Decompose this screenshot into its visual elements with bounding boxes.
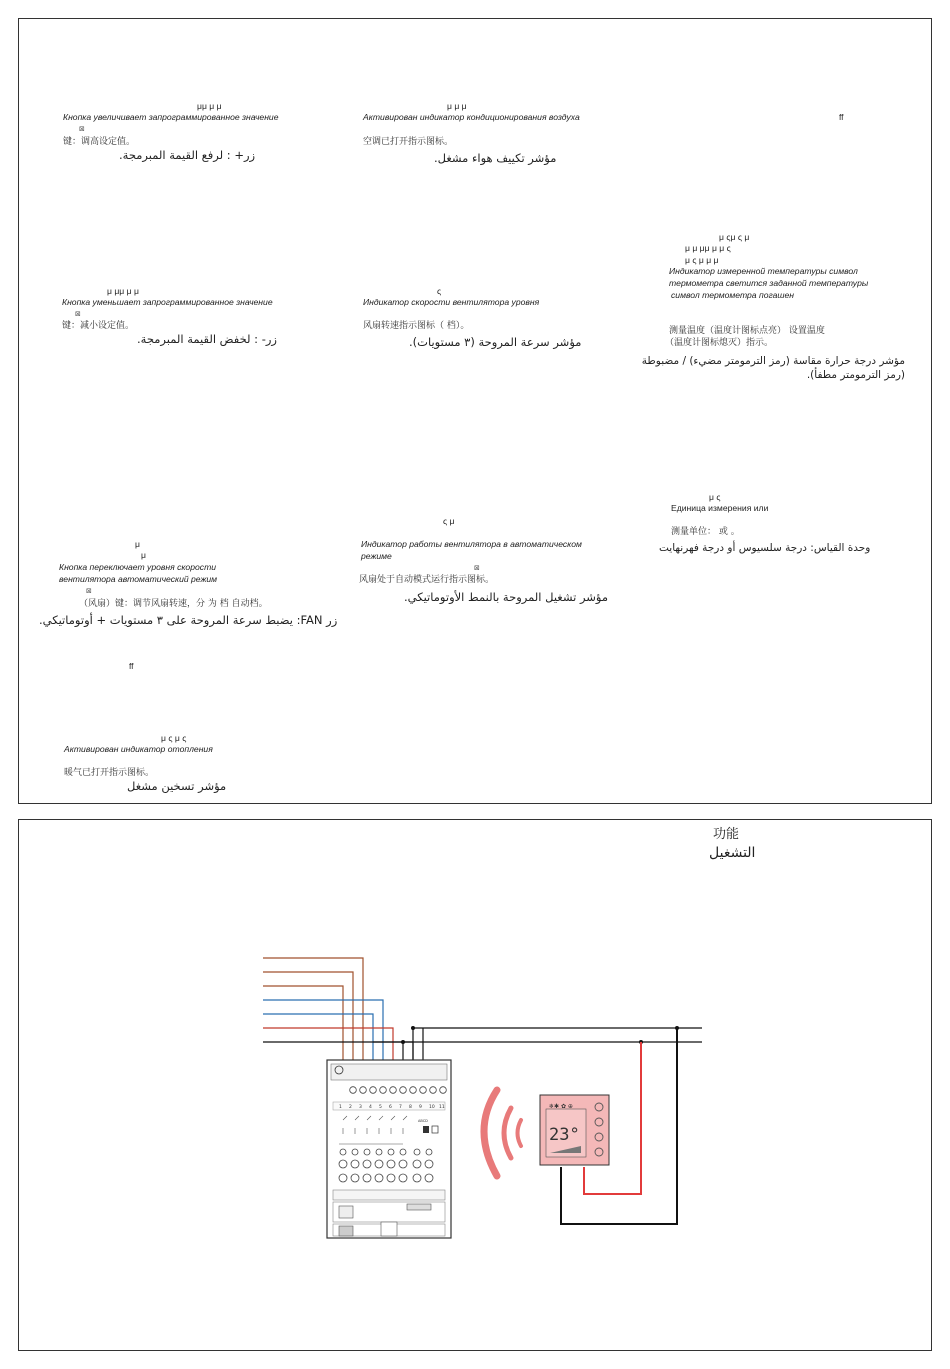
fan-key-symbol-1: μ (135, 539, 140, 549)
ac-symbols: μ μ μ (447, 101, 467, 111)
wire-blue-2 (263, 1014, 373, 1065)
heating-symbols: μ ς μ ς (161, 733, 187, 743)
terminal-number: 4 (369, 1105, 372, 1110)
terminal-number: 3 (359, 1105, 362, 1110)
unit-ar: وحدة القياس: درجة سلسيوس أو درجة فهرنهايت (659, 542, 871, 554)
wire-blue-1 (263, 1000, 383, 1065)
fan-speed-symbol: ς (437, 286, 442, 296)
wire-brown-1 (263, 958, 363, 1065)
ac-ru: Активирован индикатор кондиционирования воздуха (363, 112, 580, 122)
fan-key-ru-2: вентилятора автоматический режим (59, 574, 218, 584)
fan-key-ar: زر FAN: يضبط سرعة المروحة على ٣ مستويات + أوتوماتيكي. (39, 613, 338, 627)
temp-ru-2: термометра светится заданной температуры (669, 278, 869, 288)
fan-auto-ru-1: Индикатор работы вентилятора в автоматическом (361, 539, 582, 549)
temp-symbols-2: μ μ μμ μ μ ς (685, 243, 731, 253)
ac-cn: 空调已打开指示图标。 (363, 137, 454, 147)
wireless-signal-icon (484, 1090, 521, 1176)
wire-brown-3 (263, 986, 343, 1065)
fan-key-box: ⊠ (86, 587, 92, 595)
thermostat-icons: ❄✱ ✿ ⊕ (549, 1103, 573, 1110)
heating-ff: ff (129, 661, 134, 671)
thermostat-device (540, 1095, 609, 1165)
terminal-number: 8 (409, 1105, 412, 1110)
terminal-number: 10 (429, 1105, 435, 1110)
temp-symbols-3: μ ς μ μ μ (685, 255, 719, 265)
fan-auto-ru-2: режиме (361, 551, 392, 561)
unit-ru: Единица измерения или (671, 503, 769, 513)
decrease-ru: Кнопка уменьшает запрограммированное значение (62, 297, 273, 307)
junction-2 (401, 1040, 405, 1044)
temp-ru-3: символ термометра погашен (671, 290, 795, 300)
terminal-number: 9 (419, 1105, 422, 1110)
fan-auto-ar: مؤشر تشغيل المروحة بالنمط الأوتوماتيكي. (404, 590, 609, 604)
terminal-number: 5 (379, 1105, 382, 1110)
thermostat-temperature: 23° (549, 1125, 580, 1145)
ac-ar: مؤشر تكييف هواء مشغل. (434, 151, 557, 165)
svg-text:ABCD: ABCD (418, 1119, 428, 1123)
wiring-diagram (19, 820, 931, 1350)
increase-ar: زر+ : لرفع القيمة المبرمجة. (119, 148, 256, 162)
terminal-number: 11 (439, 1105, 445, 1110)
function-title-cn: 功能 (713, 827, 740, 842)
fan-auto-cn: 风扇处于自动模式运行指示图标。 (359, 575, 495, 585)
unit-cn: 测量单位： 或 。 (671, 527, 740, 537)
temp-ru-1: Индикатор измеренной температуры символ (669, 266, 858, 276)
terminal-number: 2 (349, 1105, 352, 1110)
controller-device (327, 1060, 451, 1238)
terminal-number: 7 (399, 1105, 402, 1110)
unit-symbols: μ ς (709, 492, 721, 502)
increase-cn: 键：调高设定值。 (63, 137, 136, 147)
top-panel (18, 18, 932, 804)
fan-key-ru-1: Кнопка переключает уровня скорости (59, 562, 217, 572)
increase-symbols: μμ μ μ (197, 101, 222, 111)
fan-key-symbol-2: μ (141, 550, 146, 560)
bottom-panel (18, 819, 932, 1351)
decrease-ar: زر- : لخفض القيمة المبرمجة. (137, 332, 277, 346)
fan-key-cn: （风扇）键：调节风扇转速，分 为 档 自动档。 (79, 599, 268, 609)
fan-speed-ar: مؤشر سرعة المروحة (٣ مستويات). (409, 335, 582, 349)
terminal-number: 6 (389, 1105, 392, 1110)
heating-ru: Активирован индикатор отопления (64, 744, 213, 754)
temp-ff: ff (839, 112, 844, 122)
increase-ru: Кнопка увеличивает запрограммированное значение (63, 112, 279, 122)
heating-ar: مؤشر تسخين مشغل (127, 779, 227, 793)
fan-auto-symbols: ς μ (443, 516, 455, 526)
fan-speed-cn: 风扇转速指示图标（ 档）。 (363, 321, 470, 331)
fan-auto-box: ⊠ (474, 564, 480, 572)
terminal-number: 1 (339, 1105, 342, 1110)
temp-cn-1: 测量温度（温度计图标点亮） 设置温度 (669, 326, 825, 336)
temp-symbols-1: μ ςμ ς μ (719, 232, 750, 242)
decrease-box: ⊠ (75, 310, 81, 318)
decrease-symbols: μ μμ μ μ (107, 286, 139, 296)
junction-1 (411, 1026, 415, 1030)
decrease-cn: 键：减小设定值。 (62, 321, 135, 331)
temp-cn-2: （温度计图标熄灭）指示。 (665, 338, 774, 348)
temp-ar: مؤشر درجة حرارة مقاسة (رمز الترمومتر مضيء) / مضبوطة (رمز الترمومتر مطفأ). (641, 355, 905, 382)
increase-box: ⊠ (79, 125, 85, 133)
fan-speed-ru: Индикатор скорости вентилятора уровня (363, 297, 540, 307)
heating-cn: 暖气已打开指示图标。 (64, 768, 155, 778)
function-title-ar: التشغيل (709, 845, 756, 861)
